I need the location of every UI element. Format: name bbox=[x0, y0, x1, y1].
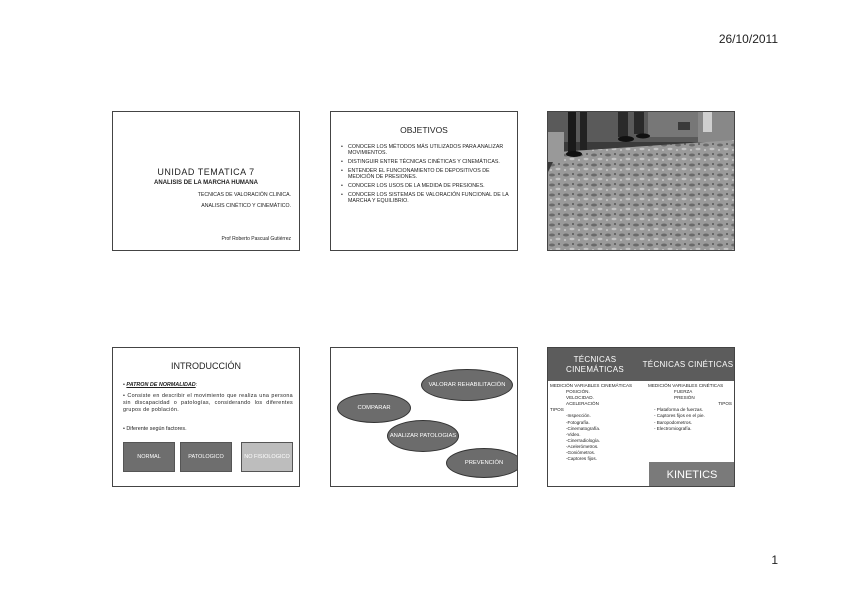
gait-photo-image bbox=[548, 112, 735, 251]
slide-tecnicas bbox=[547, 347, 735, 487]
oval-valorar: VALORAR REHABILITACIÓN bbox=[421, 369, 513, 401]
page-date: 26/10/2011 bbox=[718, 32, 778, 46]
cineticas-line: - Baropodometros. bbox=[654, 419, 693, 425]
header-cinematicas: TÉCNICAS CINEMÁTICAS bbox=[548, 348, 643, 381]
slide-introduccion bbox=[112, 347, 300, 487]
cinematicas-line: -Cinerradiología. bbox=[566, 437, 600, 443]
patron-label: PATRON DE NORMALIDAD bbox=[126, 382, 196, 388]
objetivo-item: • DISTINGUIR ENTRE TÉCNICAS CINÉTICAS Y CINEMÁTICAS. bbox=[341, 159, 509, 165]
cinematicas-line: MEDICIÓN VARIABLES CINEMÁTICAS bbox=[550, 383, 633, 388]
slide-title bbox=[112, 111, 300, 251]
cineticas-column bbox=[648, 383, 732, 432]
cinematicas-line: -Video. bbox=[566, 431, 581, 437]
cinematicas-line: -Cinematografía. bbox=[566, 425, 601, 431]
slide-objectives-ovals bbox=[330, 347, 518, 487]
kinetics-box: KINETICS bbox=[648, 461, 735, 487]
oval-comparar: COMPARAR bbox=[337, 393, 411, 423]
objetivo-item: • CONOCER LOS SISTEMAS DE VALORACIÓN FUNCIONAL DE LA MARCHA Y EQUILIBRIO. bbox=[341, 192, 509, 205]
oval-analizar: ANALIZAR PATOLOGIAS bbox=[387, 420, 459, 452]
slide-photo bbox=[547, 111, 735, 251]
cinematicas-line: VELOCIDAD. bbox=[566, 395, 594, 401]
patron-suffix: : bbox=[195, 382, 198, 388]
cinematicas-line: TIPOS bbox=[550, 407, 564, 413]
objetivo-item: • ENTENDER EL FUNCIONAMIENTO DE DEPOSITIVOS DE MEDICIÓN DE PRESIONES. bbox=[341, 168, 509, 181]
intro-bullet-patron: • PATRON DE NORMALIDAD: bbox=[123, 382, 198, 388]
cineticas-line: TIPOS bbox=[718, 401, 732, 407]
page-number: 1 bbox=[771, 553, 778, 567]
cinematicas-line: -Acelerómetros. bbox=[566, 443, 599, 449]
objetivo-item: • CONOCER LOS MÉTODOS MÁS UTILIZADOS PARA ANALIZAR MOVIMIENTOS. bbox=[341, 144, 509, 157]
slide1-subtitle: ANALISIS DE LA MARCHA HUMANA bbox=[154, 180, 258, 186]
oval-prevencion: PREVENCIÓN bbox=[446, 448, 518, 478]
objetivos-list bbox=[341, 144, 509, 207]
intro-bullet-description: • Consiste en describir el movimiento que realiza una persona sin discapacidad o patologías, considerando los diferentes grupos de población. bbox=[123, 393, 293, 413]
cinematicas-line: -Inspección. bbox=[566, 413, 591, 419]
cineticas-line: FUERZA bbox=[674, 389, 693, 395]
cinematicas-column bbox=[550, 383, 644, 462]
cineticas-line: - Electromiografía. bbox=[654, 425, 692, 431]
intro-bullet-factors: • Diferente según factores. bbox=[123, 426, 187, 432]
intro-factors-text: Diferente según factores. bbox=[126, 426, 187, 432]
slide2-title: OBJETIVOS bbox=[400, 125, 448, 135]
cineticas-line: - Captores fijos en el pie. bbox=[654, 413, 705, 419]
objetivo-item: • CONOCER LOS USOS DE LA MEDIDA DE PRESIONES. bbox=[341, 183, 509, 189]
cinematicas-line: POSICIÓN. bbox=[566, 389, 590, 395]
cineticas-line: - Plataforma de fuerzas. bbox=[654, 407, 704, 413]
box-normal: NORMAL bbox=[123, 442, 175, 472]
header-cineticas: TÉCNICAS CINÉTICAS bbox=[642, 348, 734, 381]
cinematicas-line: -Fotografía. bbox=[566, 419, 590, 425]
box-no-fisiologico: NO FISIOLOGICO bbox=[241, 442, 293, 472]
cinematicas-line: ACELERACIÓN bbox=[566, 401, 599, 407]
cinematicas-line: -Goniómetros. bbox=[566, 450, 596, 456]
slide1-title: UNIDAD TEMATICA 7 bbox=[157, 167, 255, 177]
box-patologico: PATOLOGICO bbox=[180, 442, 232, 472]
slide1-line2: ANALISIS CINÉTICO Y CINEMÁTICO. bbox=[201, 203, 291, 209]
intro-description-text: Consiste en describir el movimiento que realiza una persona sin discapacidad o patologías, considerando los diferentes grupos de población. bbox=[123, 393, 293, 413]
cineticas-line: MEDICIÓN VARIABLES CINÉTICAS bbox=[648, 383, 724, 388]
slide-objetivos bbox=[330, 111, 518, 251]
slide1-author: Prof Roberto Pascual Gutiérrez bbox=[221, 236, 291, 242]
cineticas-line: PRESIÓN bbox=[674, 395, 695, 401]
slide4-title: INTRODUCCIÓN bbox=[171, 361, 241, 371]
cinematicas-line: -Captores fijos. bbox=[566, 456, 597, 462]
slide1-line1: TECNICAS DE VALORACIÓN CLINICA. bbox=[197, 192, 291, 198]
